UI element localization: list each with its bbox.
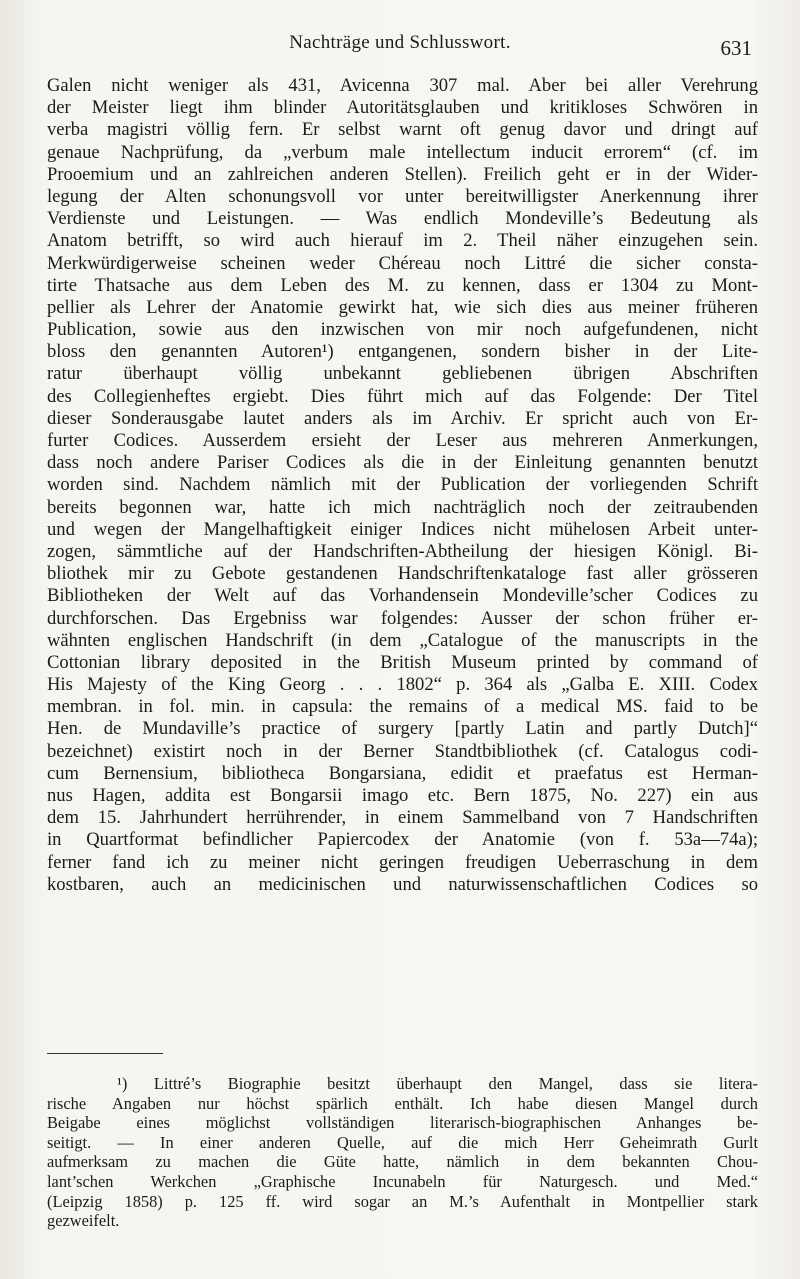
running-title: Nachträge und Schlusswort.: [289, 32, 511, 53]
page-header: [40, 28, 760, 58]
text-line: Cottonian library deposited in the British Museum printed by command of: [47, 651, 758, 673]
text-line: verba magistri völlig fern. Er selbst warnt oft genug davor und dringt auf: [47, 119, 758, 141]
footnote-line: gezweifelt.: [47, 1211, 120, 1231]
text-line: wähnten englischen Handschrift (in dem „Catalogue of the manuscripts in the: [47, 629, 758, 651]
text-line: Prooemium und an zahlreichen anderen Stellen). Freilich geht er in der Wider-: [47, 163, 758, 185]
text-line: dem 15. Jahrhundert herrührender, in einem Sammelband von 7 Handschriften: [47, 807, 758, 829]
text-line: Galen nicht weniger als 431, Avicenna 307 mal. Aber bei aller Verehrung: [47, 75, 758, 96]
text-line: legung der Alten schonungsvoll vor unter bereitwilligster Anerkennung ihrer: [47, 185, 758, 207]
text-line: Bibliotheken der Welt auf das Vorhandensein Mondeville’scher Codices zu: [47, 585, 758, 607]
text-line: Merkwürdigerweise scheinen weder Chéreau noch Littré die sicher consta-: [47, 252, 758, 274]
text-line: ferner fand ich zu meiner nicht geringen freudigen Ueberraschung in dem: [47, 851, 758, 873]
footnote-line: ¹) Littré’s Biographie besitzt überhaupt den Mangel, dass sie litera-: [117, 1074, 758, 1093]
text-line: Publication, sowie aus den inzwischen von mir noch aufgefundenen, nicht: [47, 319, 758, 341]
text-line: tirte Thatsache aus dem Leben des M. zu kennen, dass er 1304 zu Mont-: [47, 274, 758, 296]
text-line: pellier als Lehrer der Anatomie gewirkt hat, wie sich dies aus meiner früheren: [47, 296, 758, 318]
text-line: dass noch andere Pariser Codices als die in der Einleitung genannten benutzt: [47, 452, 758, 474]
text-line: Verdienste und Leistungen. — Was endlich Mondeville’s Bedeutung als: [47, 208, 758, 230]
footnote-line: rische Angaben nur höchst spärlich enthält. Ich habe diesen Mangel durch: [47, 1093, 758, 1113]
text-line: worden sind. Nachdem nämlich mit der Publication der vorliegenden Schrift: [47, 474, 758, 496]
text-line: bezeichnet) existirt noch in der Berner Standtbibliothek (cf. Catalogus codi-: [47, 740, 758, 762]
text-line: bereits begonnen war, hatte ich mich nachträglich noch der zeitraubenden: [47, 496, 758, 518]
text-line: bliothek mir zu Gebote gestandenen Handschriftenkataloge fast aller grösseren: [47, 563, 758, 585]
text-line: membran. in fol. min. in capsula: the remains of a medical MS. faid to be: [47, 696, 758, 718]
footnote-line: Beigabe eines möglichst vollständigen literarisch-biographischen Anhanges be-: [47, 1113, 758, 1133]
body-text: [47, 75, 758, 896]
text-line: kostbaren, auch an medicinischen und naturwissenschaftlichen Codices so: [47, 873, 758, 895]
text-line: furter Codices. Ausserdem ersieht der Leser aus mehreren Anmerkungen,: [47, 430, 758, 451]
text-line: in Quartformat befindlicher Papiercodex der Anatomie (von f. 53a—74a);: [47, 829, 758, 851]
footnote-divider: [47, 1053, 163, 1054]
text-line: nus Hagen, addita est Bongarsii imago etc. Bern 1875, No. 227) ein aus: [47, 785, 758, 806]
footnote-line: (Leipzig 1858) p. 125 ff. wird sogar an M.’s Aufenthalt in Montpellier stark: [47, 1191, 758, 1211]
text-line: zogen, sämmtliche auf der Handschriften-Abtheilung der hiesigen Königl. Bi-: [47, 540, 758, 562]
text-line: durchforschen. Das Ergebniss war folgendes: Ausser der schon früher er-: [47, 607, 758, 629]
footnote-line: aufmerksam zu machen die Güte hatte, nämlich in dem bekannten Chou-: [47, 1152, 758, 1172]
page-number: 631: [720, 36, 752, 60]
text-line: ratur überhaupt völlig unbekannt gebliebenen übrigen Abschriften: [47, 363, 758, 385]
text-line: dieser Sonderausgabe lautet anders als im Archiv. Er spricht auch von Er-: [47, 407, 758, 429]
footnote-line: seitigt. — In einer anderen Quelle, auf die mich Herr Geheimrath Gurlt: [47, 1132, 758, 1152]
text-line: genaue Nachprüfung, da „verbum male intellectum inducit errorem“ (cf. im: [47, 141, 758, 163]
text-line: cum Bernensium, bibliotheca Bongarsiana, edidit et praefatus est Herman-: [47, 762, 758, 784]
text-line: Hen. de Mundaville’s practice of surgery [partly Latin and partly Dutch]“: [47, 718, 758, 740]
text-line: His Majesty of the King Georg . . . 1802“ p. 364 als „Galba E. XIII. Codex: [47, 674, 758, 696]
text-line: Anatom betrifft, so wird auch hierauf im 2. Theil näher einzugehen sein.: [47, 230, 758, 252]
text-line: bloss den genannten Autoren¹) entgangenen, sondern bisher in der Lite-: [47, 341, 758, 363]
text-line: der Meister liegt ihm blinder Autoritätsglauben und kritikloses Schwören in: [47, 97, 758, 119]
text-line: des Collegienheftes ergiebt. Dies führt mich auf das Folgende: Der Titel: [47, 385, 758, 407]
footnotes: [47, 1074, 758, 1231]
text-line: und wegen der Mangelhaftigkeit einiger Indices nicht mühelosen Arbeit unter-: [47, 518, 758, 540]
footnote-line: lant’schen Werkchen „Graphische Incunabeln für Naturgesch. und Med.“: [47, 1171, 758, 1191]
